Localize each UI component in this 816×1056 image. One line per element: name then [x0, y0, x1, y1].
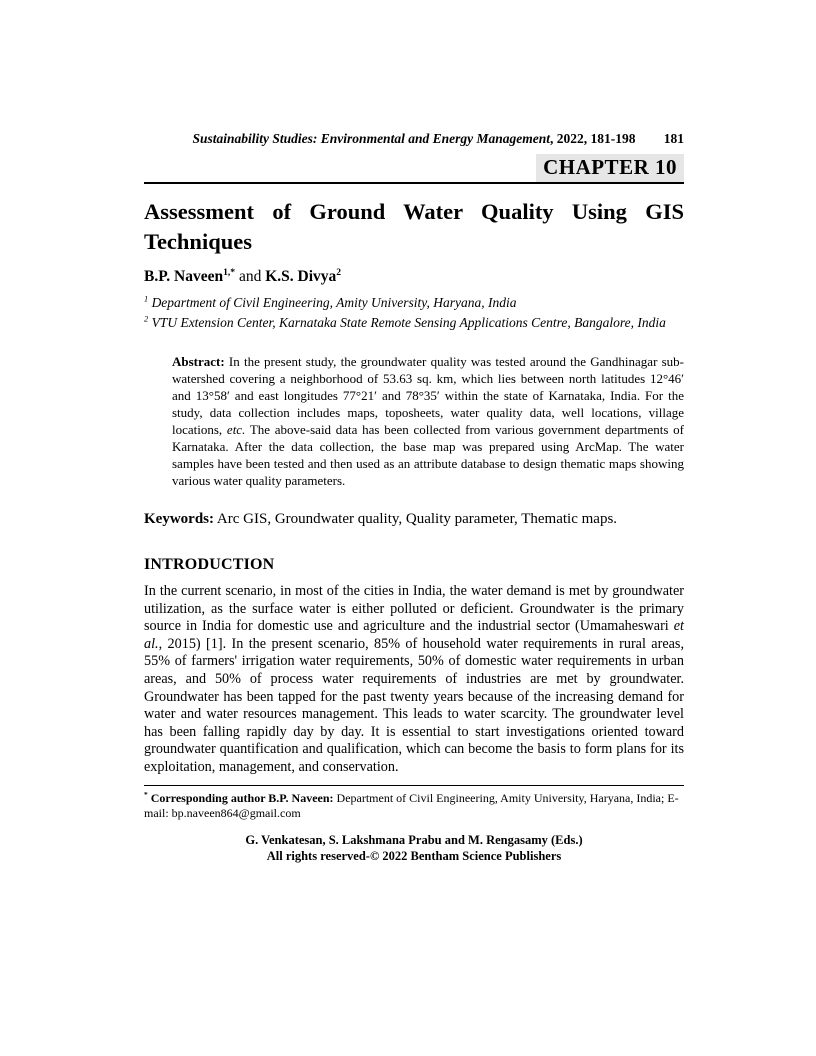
- abstract-label: Abstract:: [172, 354, 225, 369]
- chapter-title-line1: Assessment of Ground Water Quality Using GIS: [144, 199, 684, 224]
- abstract-text-part2: The above-said data has been collected from various government departments of Karnataka. After the data collection, the base map was prepared using ArcMap. The water samples have been tested and then used as an attribute database to design thematic maps showing various water quality parameters.: [172, 422, 685, 488]
- footnote-bold-text: Corresponding author B.P. Naveen:: [147, 790, 334, 805]
- introduction-heading: INTRODUCTION: [144, 556, 275, 573]
- journal-citation: [193, 131, 636, 146]
- copyright-line: All rights reserved-© 2022 Bentham Science Publishers: [266, 848, 562, 863]
- author-1-name: B.P. Naveen: [144, 268, 224, 285]
- chapter-label: CHAPTER 10: [536, 154, 684, 182]
- affiliation-1-text: Department of Civil Engineering, Amity University, Haryana, India: [148, 295, 517, 310]
- introduction-etal-italic: et al.: [144, 618, 684, 652]
- chapter-title: [144, 197, 684, 257]
- author-connector: and: [235, 268, 266, 285]
- abstract-etc-italic: etc.: [226, 422, 246, 437]
- affiliations: [144, 293, 684, 333]
- keywords-label: Keywords:: [144, 511, 214, 527]
- chapter-banner: [144, 154, 684, 184]
- affiliation-1-superscript: 1: [144, 294, 149, 304]
- introduction-text-part1: In the current scenario, in most of the cities in India, the water demand is met by groundwater utilization, as the surface water is either polluted or deficient. Groundwater is the primary source in India for domestic use and agriculture and the industrial sector (Umamaheswari: [144, 583, 684, 635]
- editors-line: G. Venkatesan, S. Lakshmana Prabu and M. Rengasamy (Eds.): [245, 832, 583, 847]
- introduction-text-part2: , 2015) [1]. In the present scenario, 85% of household water requirements in rural areas, 55% of farmers' irrigation water requirements, 50% of domestic water requirements in urban areas, and 50% of process water requirements of industries are met by groundwater. Groundwater has been tapped for the past twenty years because of the increasing demand for water and water resources management. This leads to water scarcity. The groundwater level has been falling rapidly day by day. It is essential to start investigations oriented toward groundwater quantification and qualification, which can become the basis to form plans for its exploitation, management, and conservation.: [144, 635, 684, 775]
- publisher-block: [144, 832, 684, 864]
- footnote-text: Department of Civil Engineering, Amity University, Haryana, India; E-mail: bp.naveen864@gmail.com: [144, 790, 679, 821]
- abstract-text-part1: In the present study, the groundwater quality was tested around the Gandhinagar sub-watershed covering a neighborhood of 53.63 sq. km, which lies between north latitudes 12°46′ and 13°58′ and east longitudes 77°21′ and 78°35′ within the state of Karnataka, India. For the study, data collection includes maps, toposheets, water quality data, well locations, village locations,: [172, 354, 684, 437]
- affiliation-2-text: VTU Extension Center, Karnataka State Remote Sensing Applications Centre, Bangalore, India: [148, 315, 666, 330]
- journal-issue-pages: , 2022, 181-198: [549, 131, 636, 146]
- abstract-paragraph: [172, 353, 684, 489]
- author-byline: [144, 268, 684, 286]
- keywords-text: Arc GIS, Groundwater quality, Quality parameter, Thematic maps.: [214, 511, 618, 527]
- keywords-line: [144, 510, 684, 529]
- author-1-superscript: 1,*: [223, 266, 236, 278]
- corresponding-author-footnote: [144, 785, 684, 822]
- journal-title: Sustainability Studies: Environmental and Energy Management: [192, 131, 550, 146]
- introduction-paragraph: [144, 583, 684, 777]
- author-2-superscript: 2: [336, 266, 342, 278]
- page-number: 181: [663, 131, 684, 146]
- footnote-marker: *: [144, 789, 148, 799]
- author-2-name: K.S. Divya: [265, 268, 337, 285]
- affiliation-1: [144, 293, 684, 313]
- chapter-title-line2: Techniques: [144, 229, 252, 254]
- affiliation-2: [144, 313, 684, 333]
- running-header: [144, 130, 684, 147]
- affiliation-2-superscript: 2: [144, 314, 149, 324]
